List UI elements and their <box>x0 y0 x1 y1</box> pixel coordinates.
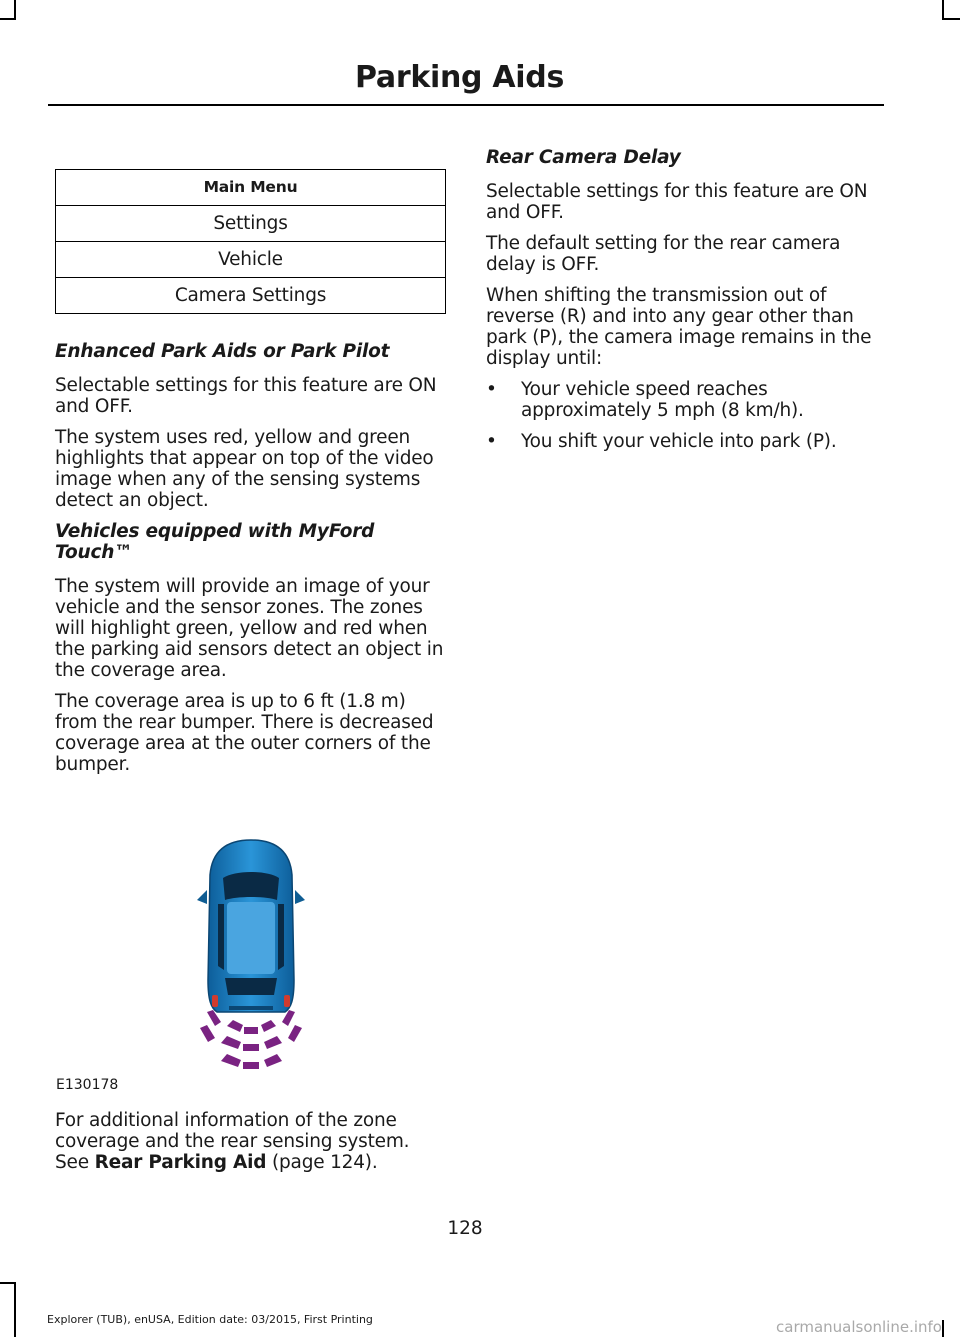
list-item-text: You shift your vehicle into park (P). <box>521 431 837 452</box>
paragraph: The system uses red, yellow and green highlights that appear on top of the video image when any of the sensing systems detect an object. <box>55 427 434 511</box>
see-also-paragraph <box>55 1110 447 1173</box>
paragraph: When shifting the transmission out of reverse (R) and into any gear other than park (P), the camera image remains in the display until: <box>486 285 872 369</box>
paragraph: Selectable settings for this feature are ON and OFF. <box>55 375 437 417</box>
page-title: Parking Aids <box>355 60 564 95</box>
section-heading: Enhanced Park Aids or Park Pilot <box>55 341 390 362</box>
rear-parking-aid-link[interactable]: Rear Parking Aid <box>94 1152 267 1173</box>
see-also-text: For additional information of the zone coverage and the rear sensing system. See <box>55 1110 410 1173</box>
left-column-continued <box>55 1110 447 1183</box>
list-item <box>486 431 884 452</box>
menu-table-row: Settings <box>56 206 446 242</box>
main-menu-table <box>55 169 446 314</box>
crop-mark <box>0 18 16 20</box>
section-heading: Vehicles equipped with MyFord Touch™ <box>55 521 375 563</box>
bullet-list <box>486 379 884 452</box>
section-heading: Rear Camera Delay <box>486 147 681 168</box>
crop-mark <box>942 18 960 20</box>
crop-mark <box>14 0 16 20</box>
paragraph: Selectable settings for this feature are ON and OFF. <box>486 181 868 223</box>
left-column <box>55 169 447 785</box>
paragraph: The coverage area is up to 6 ft (1.8 m) from the rear bumper. There is decreased coverage area at the outer corners of the bumper. <box>55 691 434 775</box>
list-item <box>486 379 884 421</box>
crop-mark <box>14 1282 16 1337</box>
menu-table-row: Camera Settings <box>56 278 446 314</box>
page-number: 128 <box>447 1218 483 1239</box>
right-column <box>486 147 884 462</box>
watermark[interactable]: carmanualsonline.info <box>776 1318 942 1336</box>
list-item-text: Your vehicle speed reaches approximately 5 mph (8 km/h). <box>521 379 804 421</box>
footer-text: Explorer (TUB), enUSA, Edition date: 03/2015, First Printing <box>47 1313 373 1326</box>
car-top-view-icon <box>55 830 447 1095</box>
menu-table-header: Main Menu <box>56 170 446 206</box>
bullet-icon: • <box>486 379 497 400</box>
page-reference: (page 124). <box>266 1152 378 1173</box>
figure-code: E130178 <box>56 1077 119 1093</box>
vehicle-sensor-illustration <box>55 830 447 1095</box>
crop-mark <box>0 1282 16 1284</box>
crop-mark <box>942 0 944 20</box>
menu-table-row: Vehicle <box>56 242 446 278</box>
paragraph: The system will provide an image of your vehicle and the sensor zones. The zones will highlight green, yellow and red when the parking aid sensors detect an object in the coverage area. <box>55 576 444 681</box>
crop-mark <box>942 1320 944 1337</box>
paragraph: The default setting for the rear camera delay is OFF. <box>486 233 841 275</box>
bullet-icon: • <box>486 431 497 452</box>
title-divider <box>48 104 884 106</box>
